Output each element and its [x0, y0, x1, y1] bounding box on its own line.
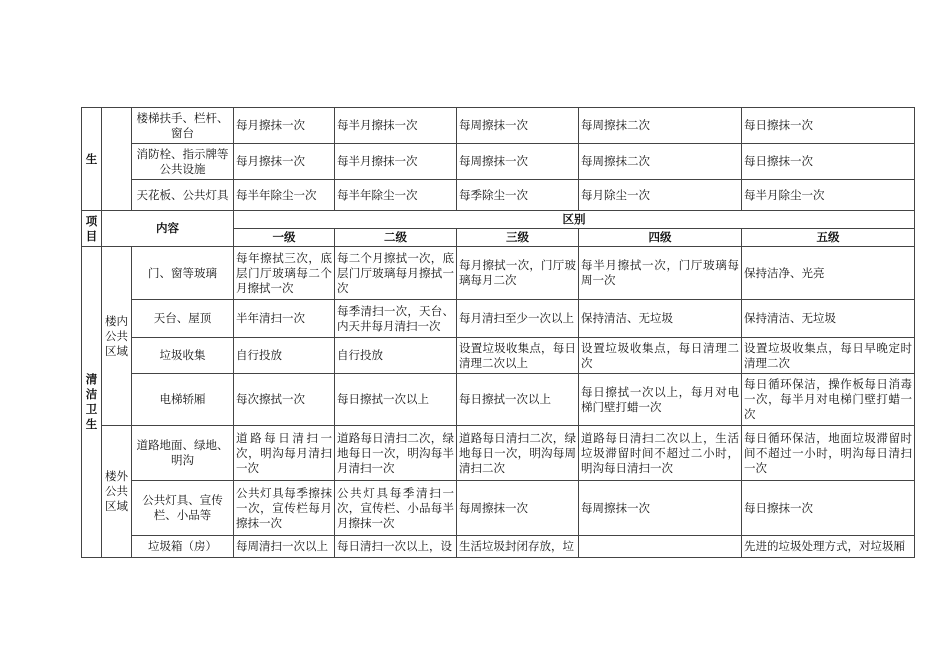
- table-row: [82, 144, 915, 180]
- level-3-cell: 道路每日清扫二次，绿地每日一次，明沟每周清扫二次: [457, 426, 579, 481]
- header-level-1: 一级: [234, 229, 335, 247]
- header-level-3: 三级: [457, 229, 579, 247]
- level-2-cell: 每日擦拭一次以上: [335, 374, 457, 426]
- content-cell: 垃圾收集: [132, 338, 234, 374]
- header-level-4: 四级: [579, 229, 742, 247]
- level-2-cell: 道路每日清扫二次，绿地每日一次，明沟每半月清扫一次: [335, 426, 457, 481]
- header-level-5: 五级: [742, 229, 915, 247]
- level-4-cell: 设置垃圾收集点，每日清理二次: [579, 338, 742, 374]
- level-1-cell: 每年擦拭三次，底层门厅玻璃每二个月擦拭一次: [234, 247, 335, 300]
- table-row: [82, 426, 915, 481]
- section-label: 生: [82, 108, 102, 211]
- level-5-cell: 每日擦抹一次: [742, 108, 915, 144]
- level-5-cell: 每日擦抹一次: [742, 481, 915, 536]
- cleaning-standards-table: [81, 107, 915, 558]
- level-2-cell: 公共灯具每季清扫一次，宣传栏、小品每半月擦抹一次: [335, 481, 457, 536]
- level-1-cell: 每半年除尘一次: [234, 180, 335, 211]
- blank-cell: [102, 108, 132, 211]
- level-5-cell: 设置垃圾收集点，每日早晚定时清理二次: [742, 338, 915, 374]
- level-5-cell: 保持清洁、无垃圾: [742, 300, 915, 338]
- level-4-cell: 保持清洁、无垃圾: [579, 300, 742, 338]
- level-3-cell: 设置垃圾收集点，每日清理二次以上: [457, 338, 579, 374]
- level-3-cell: 每周擦抹一次: [457, 108, 579, 144]
- level-1-cell: 半年清扫一次: [234, 300, 335, 338]
- level-2-cell: 每季清扫一次，天台、内天井每月清扫一次: [335, 300, 457, 338]
- level-3-cell: 每日擦拭一次以上: [457, 374, 579, 426]
- content-cell: 天台、屋顶: [132, 300, 234, 338]
- table-row: [82, 481, 915, 536]
- category-cleaning: 清洁卫生: [82, 247, 102, 558]
- level-5-cell: 每日循环保洁，操作板每日消毒一次，每半月对电梯门壁打蜡一次: [742, 374, 915, 426]
- level-1-cell: 自行投放: [234, 338, 335, 374]
- table-row: [82, 374, 915, 426]
- content-cell: 天花板、公共灯具: [132, 180, 234, 211]
- level-3-cell: 生活垃圾封闭存放，垃: [457, 536, 579, 558]
- level-1-cell: 每月擦抹一次: [234, 108, 335, 144]
- area-indoor: 楼内公共区域: [102, 247, 132, 426]
- area-outdoor: 楼外公共区域: [102, 426, 132, 558]
- level-5-cell: 每日擦抹一次: [742, 144, 915, 180]
- level-4-cell: 每周擦抹二次: [579, 108, 742, 144]
- header-item: 项目: [82, 211, 102, 247]
- level-1-cell: 每次擦拭一次: [234, 374, 335, 426]
- level-4-cell: 每周擦抹一次: [579, 481, 742, 536]
- level-2-cell: 每日清扫一次以上，设: [335, 536, 457, 558]
- content-cell: 公共灯具、宣传栏、小品等: [132, 481, 234, 536]
- table-row: [82, 300, 915, 338]
- level-2-cell: 每半月擦抹一次: [335, 108, 457, 144]
- header-content: 内容: [102, 211, 234, 247]
- level-5-cell: 先进的垃圾处理方式，对垃圾厢: [742, 536, 915, 558]
- table-row: [82, 108, 915, 144]
- level-2-cell: 每半月擦抹一次: [335, 144, 457, 180]
- content-cell: 垃圾箱（房）: [132, 536, 234, 558]
- level-2-cell: 每二个月擦拭一次，底层门厅玻璃每月擦拭一次: [335, 247, 457, 300]
- table-row: [82, 180, 915, 211]
- level-2-cell: 每半年除尘一次: [335, 180, 457, 211]
- level-4-cell: 每半月擦拭一次，门厅玻璃每周一次: [579, 247, 742, 300]
- level-4-cell: 每日擦拭一次以上，每月对电梯门壁打蜡一次: [579, 374, 742, 426]
- level-1-cell: 道路每日清扫一次，明沟每月清扫一次: [234, 426, 335, 481]
- level-4-cell: 每月除尘一次: [579, 180, 742, 211]
- level-5-cell: 每半月除尘一次: [742, 180, 915, 211]
- level-1-cell: 每周清扫一次以上: [234, 536, 335, 558]
- header-distinction: 区别: [234, 211, 915, 229]
- content-cell: 消防栓、指示牌等公共设施: [132, 144, 234, 180]
- header-level-2: 二级: [335, 229, 457, 247]
- header-row: [82, 211, 915, 229]
- level-3-cell: 每季除尘一次: [457, 180, 579, 211]
- level-5-cell: 每日循环保洁，地面垃圾滞留时间不超过一小时，明沟每日清扫一次: [742, 426, 915, 481]
- level-2-cell: 自行投放: [335, 338, 457, 374]
- level-3-cell: 每月清扫至少一次以上: [457, 300, 579, 338]
- level-4-cell: 每周擦抹二次: [579, 144, 742, 180]
- content-cell: 道路地面、绿地、明沟: [132, 426, 234, 481]
- level-3-cell: 每月擦拭一次，门厅玻璃每月二次: [457, 247, 579, 300]
- content-cell: 门、窗等玻璃: [132, 247, 234, 300]
- level-4-cell: [579, 536, 742, 558]
- level-3-cell: 每周擦抹一次: [457, 144, 579, 180]
- table-row: [82, 536, 915, 558]
- level-1-cell: 每月擦抹一次: [234, 144, 335, 180]
- content-cell: 电梯轿厢: [132, 374, 234, 426]
- level-1-cell: 公共灯具每季擦抹一次，宣传栏每月擦抹一次: [234, 481, 335, 536]
- level-3-cell: 每周擦抹一次: [457, 481, 579, 536]
- table-row: [82, 338, 915, 374]
- level-5-cell: 保持洁净、光亮: [742, 247, 915, 300]
- level-4-cell: 道路每日清扫二次以上，生活垃圾滞留时间不超过二小时，明沟每日清扫一次: [579, 426, 742, 481]
- table-row: [82, 247, 915, 300]
- content-cell: 楼梯扶手、栏杆、窗台: [132, 108, 234, 144]
